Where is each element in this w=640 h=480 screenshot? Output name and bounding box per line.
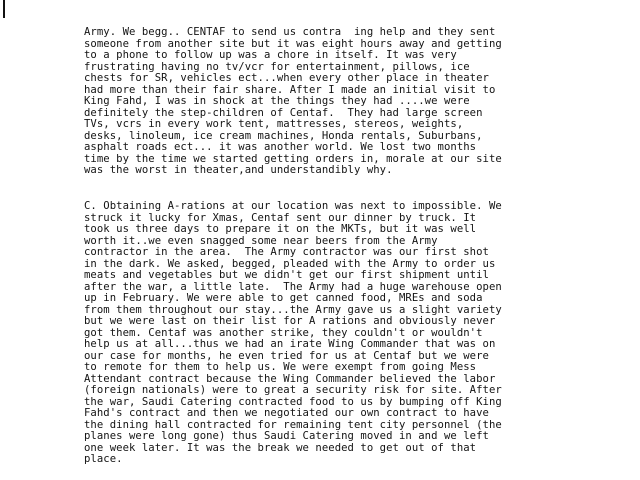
text-line: someone from another site but it was eight hours away and getting bbox=[84, 37, 502, 50]
text-line: C. Obtaining A-rations at our location was next to impossible. We bbox=[84, 200, 502, 212]
margin-mark bbox=[3, 0, 5, 18]
text-line: our case for months, he even tried for us at Centaf but we were bbox=[84, 349, 489, 362]
text-line: from them throughout our stay...the Army gave us a slight variety bbox=[84, 303, 502, 316]
text-line: got them. Centaf was another strike, they couldn't or wouldn't bbox=[84, 326, 483, 339]
text-line: meats and vegetables but we didn't get our first shipment until bbox=[84, 269, 489, 281]
text-line: to a phone to follow up was a chore in itself. It was very bbox=[84, 49, 457, 61]
text-line: planes were long gone) thus Saudi Catering moved in and we left bbox=[84, 430, 489, 442]
text-line: in the dark. We asked, begged, pleaded with the Army to order us bbox=[84, 257, 496, 270]
text-line: (foreign nationals) were to great a security risk for site. After bbox=[84, 384, 502, 396]
text-line: the war, Saudi Catering contracted food to us by bumping off King bbox=[84, 395, 502, 408]
text-line: took us three days to prepare it on the MKTs, but it was well bbox=[84, 223, 477, 235]
text-line: contractor in the area. The Army contractor was our first shot bbox=[84, 246, 489, 258]
paragraph-1 bbox=[84, 27, 634, 177]
text-line: chests for SR, vehicles ect...when every other place in theater bbox=[84, 72, 489, 84]
text-line: worth it..we even snagged some near beers from the Army bbox=[84, 234, 438, 247]
text-line: place. bbox=[84, 453, 123, 465]
text-line: asphalt roads ect... it was another world. We lost two months bbox=[84, 141, 477, 153]
text-line: definitely the step-children of Centaf. They had large screen bbox=[84, 106, 483, 119]
text-line: up in February. We were able to get canned food, MREs and soda bbox=[84, 292, 483, 304]
text-line: but we were last on their list for A rations and obviously never bbox=[84, 315, 496, 327]
text-line: Attendant contract because the Wing Commander believed the labor bbox=[84, 372, 496, 385]
text-line: after the war, a little late. The Army had a huge warehouse open bbox=[84, 280, 502, 293]
text-line: was the worst in theater,and understandibly why. bbox=[84, 164, 393, 176]
text-line: help us at all...thus we had an irate Wing Commander that was on bbox=[84, 338, 496, 350]
text-line: had more than their fair share. After I made an initial visit to bbox=[84, 83, 496, 96]
text-line: desks, linoleum, ice cream machines, Honda rentals, Suburbans, bbox=[84, 129, 483, 142]
text-line: struck it lucky for Xmas, Centaf sent our dinner by truck. It bbox=[84, 211, 477, 224]
text-line: TVs, vcrs in every work tent, mattresses, stereos, weights, bbox=[84, 118, 464, 130]
text-line: Fahd's contract and then we negotiated our own contract to have bbox=[84, 407, 489, 419]
text-line: one week later. It was the break we needed to get out of that bbox=[84, 441, 477, 454]
text-line: the dining hall contracted for remaining tent city personnel (the bbox=[84, 418, 502, 431]
text-line: Army. We begg.. CENTAF to send us contra ing help and they sent bbox=[84, 26, 496, 38]
text-line: frustrating having no tv/vcr for entertainment, pillows, ice bbox=[84, 60, 470, 73]
text-line: King Fahd, I was in shock at the things they had ....we were bbox=[84, 95, 470, 107]
text-line: to remote for them to help us. We were exempt from going Mess bbox=[84, 361, 477, 373]
text-line: time by the time we started getting orders in, morale at our site bbox=[84, 152, 502, 165]
paragraph-2 bbox=[84, 201, 634, 466]
